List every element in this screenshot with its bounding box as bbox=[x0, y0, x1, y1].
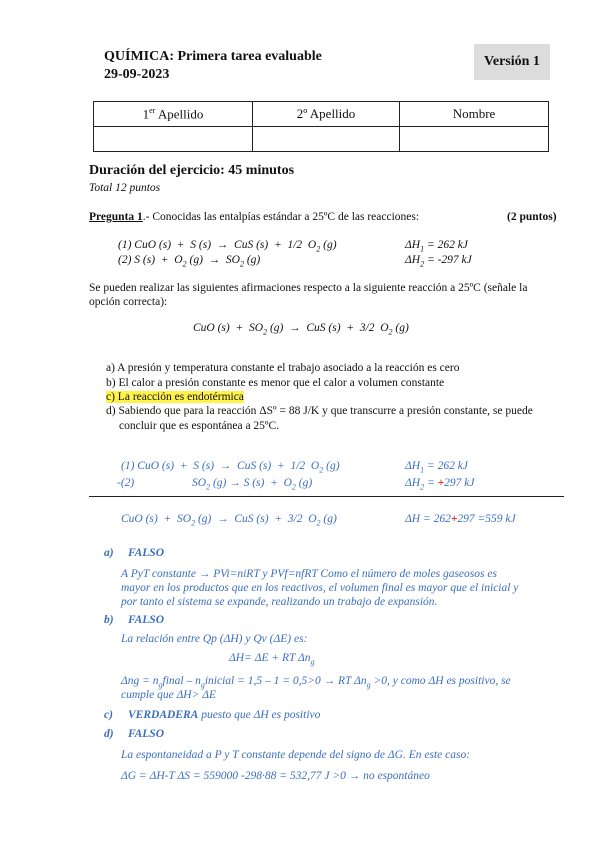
answer-a-verdict: FALSO bbox=[128, 547, 165, 559]
plus-sign-2: + bbox=[450, 513, 458, 525]
question-intro: .- Conocidas las entalpías estándar a 25ºC de las reacciones: bbox=[142, 211, 420, 223]
target-reaction: CuO $(s) + SO_2$ (g) → CuS (s) + 3/2 $O_2$ (g) bbox=[193, 322, 409, 337]
reaction-1: (1) CuO (s) + S (s) → CuS (s) + 1/2 $O_2$ (g) bbox=[118, 239, 337, 254]
option-c-highlight: c) La reacción es endotérmica bbox=[106, 391, 244, 403]
answer-c-label: c) bbox=[104, 709, 113, 721]
header-second-surname: 2º Apellido bbox=[253, 102, 400, 127]
answer-c-verdict: VERDADERA bbox=[128, 709, 199, 721]
second-surname-field[interactable] bbox=[253, 127, 400, 152]
solution-reaction-2-reversed: $SO_2$ (g) → S $(s) + O_2$ (g) bbox=[192, 477, 313, 492]
reaction-1-enthalpy: $\Delta H_1 = 262$ kJ bbox=[405, 239, 468, 254]
solution-sum-reaction: CuO $(s) + SO_2$ (g) → CuS (s) + 3/2 $O_2$ (g) bbox=[121, 513, 337, 528]
version-badge: Versión 1 bbox=[474, 44, 550, 80]
document-title: QUÍMICA: Primera tarea evaluable bbox=[104, 49, 322, 64]
solution-reaction-1: (1) CuO (s) + S (s) → CuS (s) + 1/2 $O_2$ (g) bbox=[121, 460, 340, 475]
student-names-table bbox=[93, 101, 549, 152]
answer-b-verdict: FALSO bbox=[128, 614, 165, 626]
document-date: 29-09-2023 bbox=[104, 67, 170, 82]
question-stem-line-2: opción correcta): bbox=[89, 296, 168, 308]
option-b: b) El calor a presión constante es menor que el calor a volumen constante bbox=[106, 377, 445, 389]
solution-sum-enthalpy: ΔH = 262+297 =559 kJ bbox=[405, 513, 516, 525]
sum-divider bbox=[89, 496, 564, 497]
header-name: Nombre bbox=[400, 102, 549, 127]
solution-enthalpy-2: $\Delta H_2 = +297$ kJ bbox=[405, 477, 475, 492]
header-first-surname: 1er Apellido bbox=[94, 102, 253, 127]
option-d-line-2: concluir que es espontánea a 25ºC. bbox=[119, 420, 280, 432]
answer-a-text-1: A PyT constante → PVi=niRT y PVf=nfRT Como el número de moles gaseosos es bbox=[121, 568, 497, 580]
answer-d-text-1: La espontaneidad a P y T constante depende del signo de ΔG. En este caso: bbox=[121, 749, 471, 761]
reaction-2-enthalpy: $\Delta H_2 = -297$ kJ bbox=[405, 254, 472, 269]
answer-b-equation: ΔH= ΔE + RT $\Delta n_g$ bbox=[229, 652, 315, 667]
question-heading bbox=[89, 211, 419, 223]
answer-c-text: puesto que ΔH es positivo bbox=[201, 709, 321, 721]
name-field[interactable] bbox=[400, 127, 549, 152]
answer-c-line bbox=[128, 709, 320, 721]
plus-sign: + bbox=[437, 477, 445, 489]
option-d-line-1: d) Sabiendo que para la reacción ΔSº = 88 J/K y que transcurre a presión constante, se puede bbox=[106, 405, 533, 417]
first-surname-field[interactable] bbox=[94, 127, 253, 152]
solution-minus-2: -(2) bbox=[117, 477, 135, 489]
total-points: Total 12 puntos bbox=[89, 182, 161, 194]
question-label: Pregunta 1 bbox=[89, 211, 143, 223]
answer-b-text-1: La relación entre Qp (ΔH) y Qv (ΔE) es: bbox=[121, 633, 308, 645]
answer-b-text-3: cumple que ΔH> ΔE bbox=[121, 689, 217, 701]
answer-b-text-2: $\Delta ng = n_gfinal$ – $n_ginicial = 1,5 - 1 = 0,5>0$ → RT $\Delta n_g >0$, y como ΔH es positivo, se bbox=[121, 675, 511, 690]
answer-a-text-3: por tanto el sistema se expande, realizando un trabajo de expansión. bbox=[121, 596, 438, 608]
question-stem-line-1: Se pueden realizar las siguientes afirmaciones respecto a la siguiente reacción a 25ºC (señale la bbox=[89, 282, 528, 294]
answer-d-verdict: FALSO bbox=[128, 728, 165, 740]
answer-d-label: d) bbox=[104, 728, 114, 740]
answer-b-label: b) bbox=[104, 614, 114, 626]
answer-d-text-2: ΔG = ΔH-T ΔS = 559000 -298·88 = 532,77 J >0 → no espontáneo bbox=[121, 770, 430, 782]
reaction-2: (2) S $(s) + O_2$ $(g) \to SO_2$ (g) bbox=[118, 254, 261, 269]
option-c bbox=[106, 391, 244, 403]
answer-a-text-2: mayor en los productos que en los reactivos, el volumen final es mayor que el inicial y bbox=[121, 582, 519, 594]
exercise-duration: Duración del ejercicio: 45 minutos bbox=[89, 163, 295, 178]
question-points: (2 puntos) bbox=[507, 211, 557, 223]
option-a: a) A presión y temperatura constante el trabajo asociado a la reacción es cero bbox=[106, 362, 460, 374]
answer-a-label: a) bbox=[104, 547, 114, 559]
solution-enthalpy-1: $\Delta H_1 = 262$ kJ bbox=[405, 460, 468, 475]
